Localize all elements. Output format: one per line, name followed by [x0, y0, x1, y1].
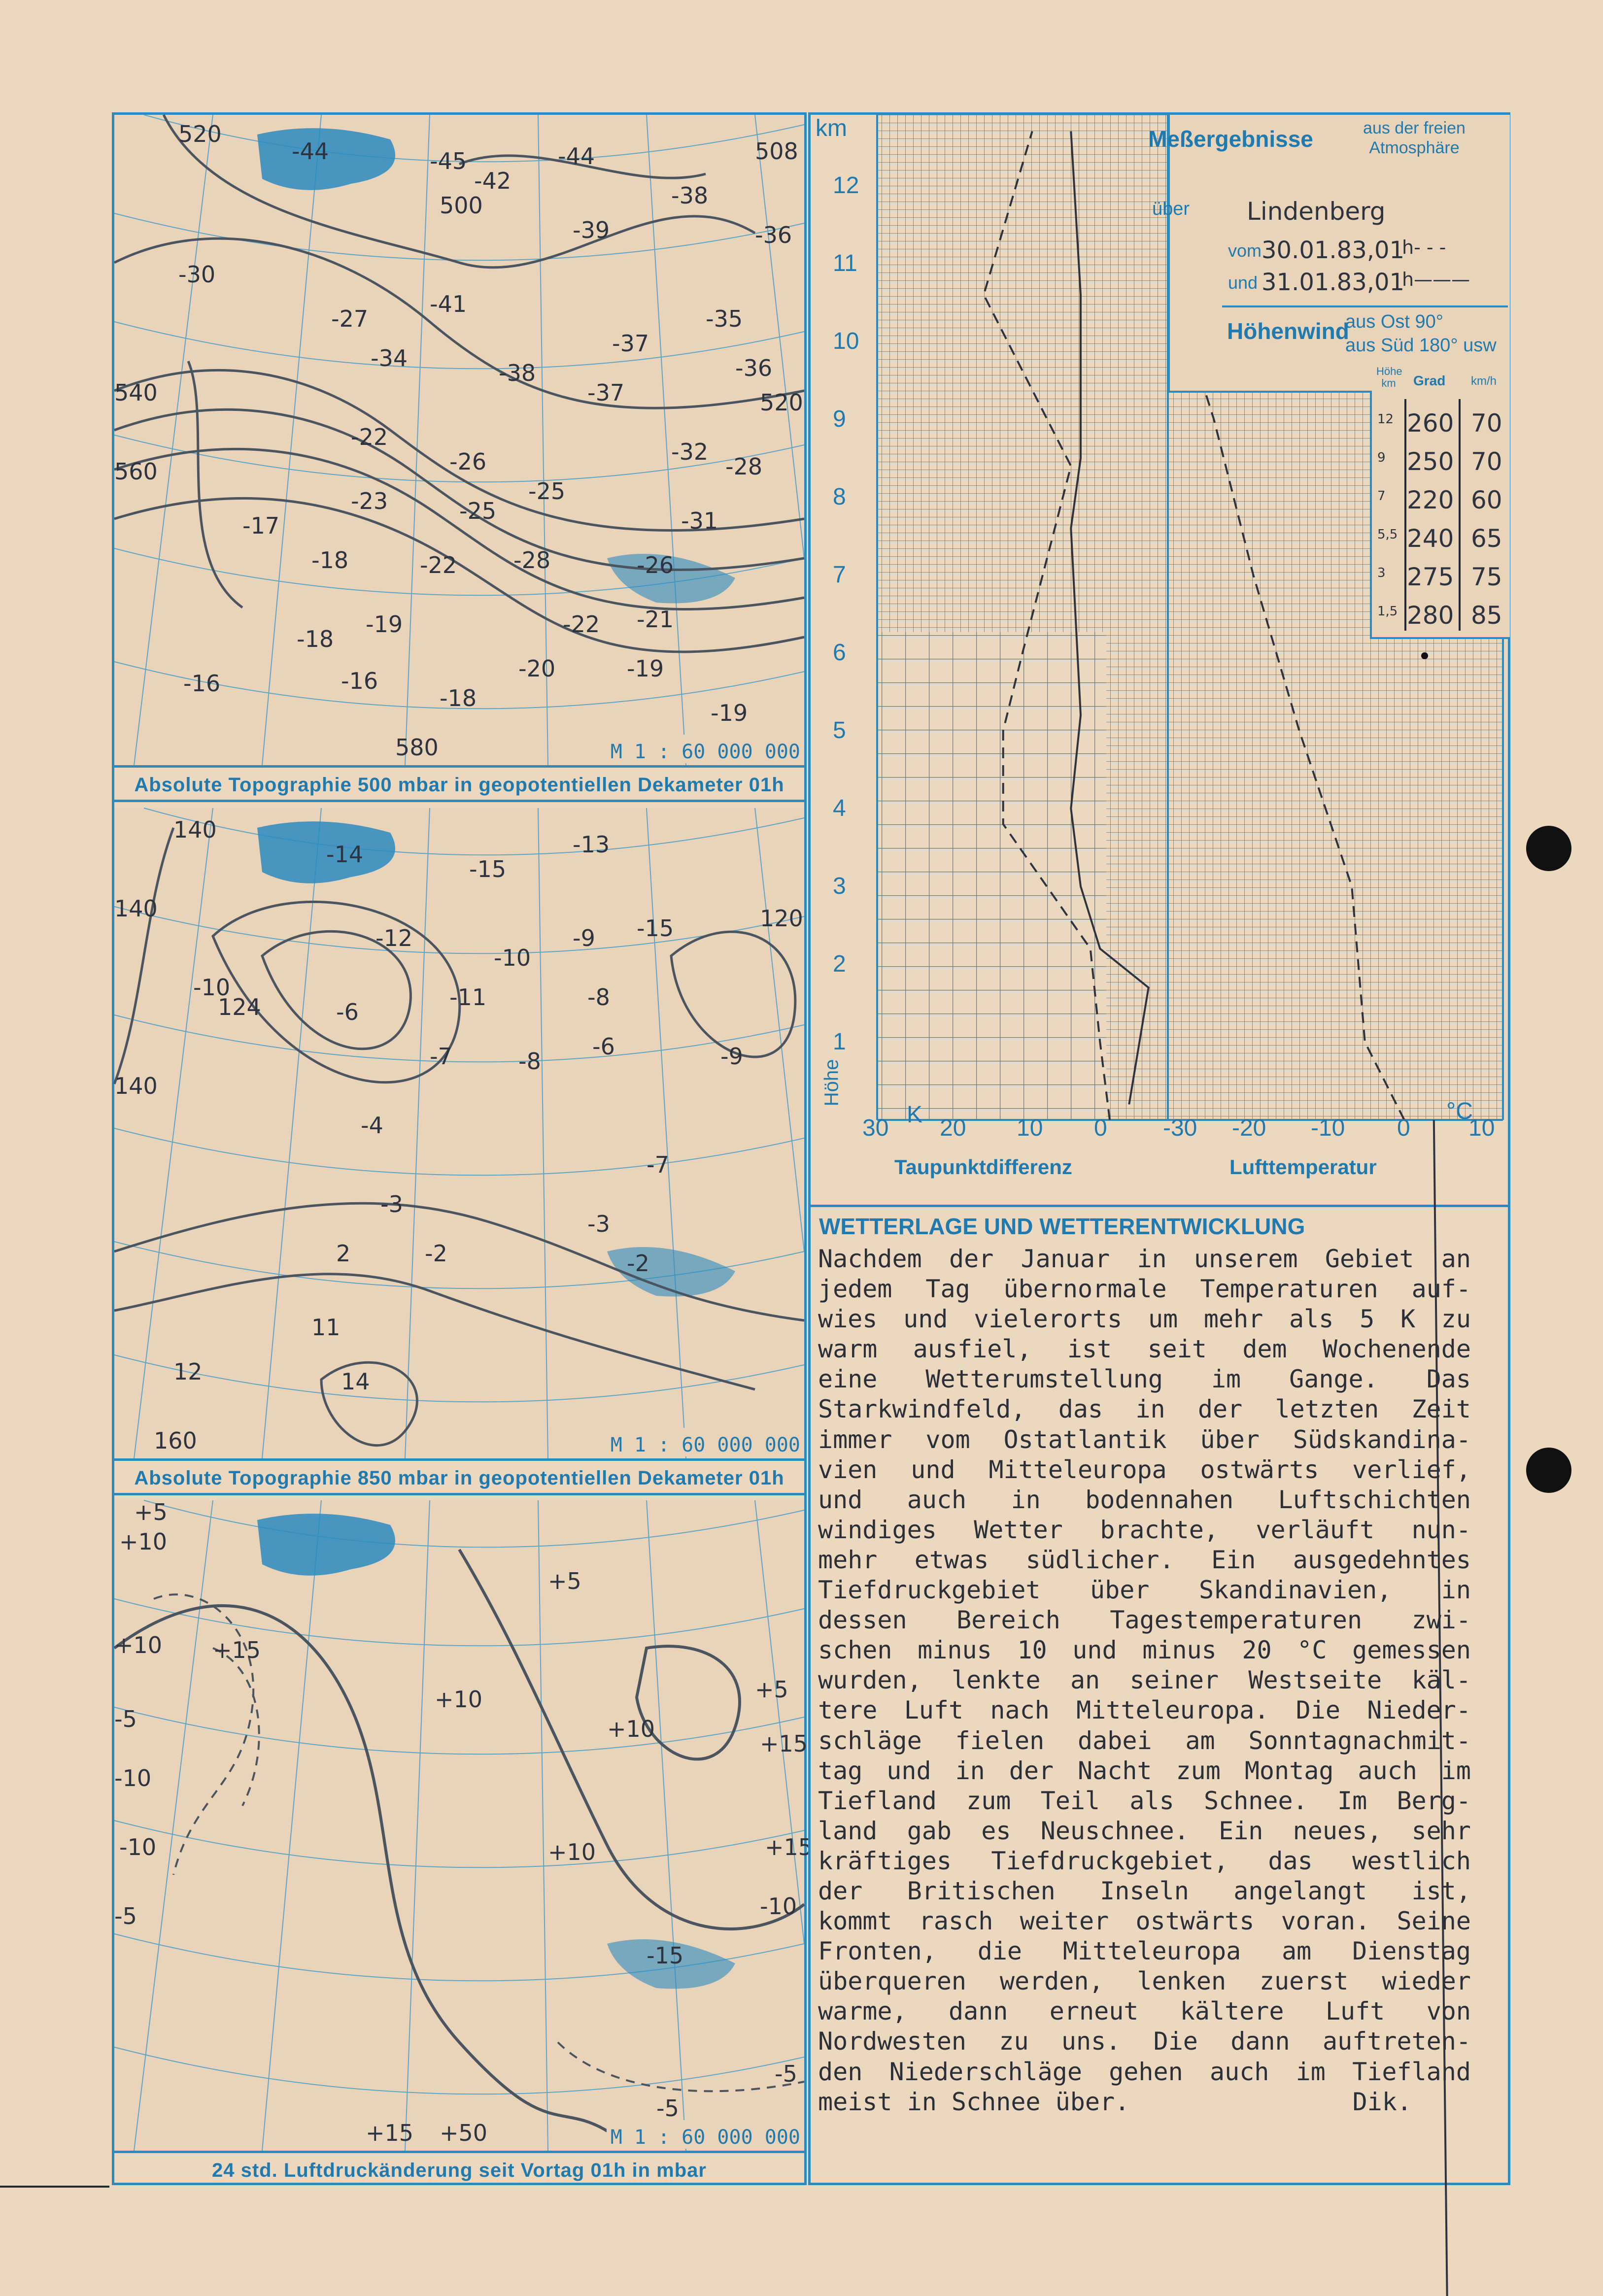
article-line: kommt rasch weiter ostwärts voran. Seine	[818, 1907, 1471, 1936]
x-temp-tick: 0	[1397, 1115, 1410, 1141]
temperature-unit: °C	[1446, 1098, 1473, 1124]
wind-row-kmh: 60	[1471, 486, 1502, 514]
article-signature: Dik.	[1352, 2087, 1412, 2116]
article-line: wurden, lenkte an seiner Westseite käl-	[818, 1666, 1471, 1695]
wind-row-kmh: 85	[1471, 601, 1502, 630]
article-line: kräftiges Tiefdruckgebiet, das westlich	[818, 1846, 1471, 1875]
map-pressure-change-graphic	[114, 1499, 813, 2151]
y-title: Höhe	[820, 1059, 843, 1107]
y-tick: 4	[833, 795, 846, 821]
map1-label: -26	[637, 552, 674, 578]
map3-label: +5	[134, 1499, 168, 1525]
x-dew-tick: 30	[862, 1115, 889, 1141]
map1-label: -19	[711, 700, 748, 726]
map-850mbar	[114, 808, 804, 1458]
station-name: Lindenberg	[1247, 197, 1386, 226]
map3-label: +50	[440, 2120, 488, 2146]
article-line: eine Wetterumstellung im Gange. Das	[818, 1365, 1471, 1394]
article-line: und auch in bodennahen Luftschichten	[818, 1485, 1471, 1514]
article-line: den Niederschläge gehen auch im Tiefland	[818, 2057, 1471, 2086]
map3-label: +10	[114, 1632, 163, 1658]
map3-label: -15	[647, 1942, 684, 1969]
map1-label: 580	[395, 734, 439, 761]
map2-label: 140	[114, 1073, 158, 1099]
y-tick: 12	[833, 172, 859, 199]
map1-label: -22	[351, 424, 388, 450]
article-line: Fronten, die Mitteleuropa am Dienstag	[818, 1937, 1471, 1966]
map1-label: -38	[499, 360, 536, 386]
map3-label: +10	[119, 1528, 168, 1555]
map2-label: 140	[114, 895, 158, 922]
panel-divider	[811, 1205, 1508, 1207]
map3-label: -10	[114, 1765, 152, 1791]
wind-header-height: Höhe km	[1376, 365, 1402, 389]
map2-label: -9	[573, 925, 595, 951]
map1-label: -44	[292, 138, 329, 165]
map3-label: +15	[213, 1637, 261, 1663]
article-last-line	[818, 2087, 1471, 2117]
map3-label: -5	[114, 1706, 137, 1732]
article-line: land gab es Neuschnee. Ein neues, sehr	[818, 1816, 1471, 1845]
wind-row-kmh: 65	[1471, 524, 1502, 553]
map1-label: -31	[681, 507, 718, 534]
map2-label: -8	[587, 984, 610, 1011]
map2-label: -10	[193, 974, 231, 1001]
x-temp-tick: -20	[1232, 1115, 1266, 1141]
map1-label: -28	[725, 453, 763, 480]
article-line: schläge fielen dabei am Sonntagnachmit-	[818, 1726, 1471, 1755]
map1-label: -17	[242, 512, 280, 539]
map1-label: -22	[563, 611, 600, 638]
wind-header-grad: Grad	[1413, 373, 1446, 388]
article-line: dessen Bereich Tagestemperaturen zwi-	[818, 1606, 1471, 1635]
map2-label: -4	[361, 1112, 383, 1139]
map3-label: -10	[760, 1893, 797, 1920]
article-line: überqueren werden, lenken zuerst wieder	[818, 1967, 1471, 1996]
article-line: Nachdem der Januar in unserem Gebiet an	[818, 1245, 1471, 1273]
dewpoint-unit: K	[907, 1102, 923, 1128]
article-line: tag und in der Nacht zum Montag auch im	[818, 1756, 1471, 1785]
article-line: meist in Schnee über.	[818, 2087, 1130, 2116]
temperature-axis-title: Lufttemperatur	[1229, 1155, 1377, 1179]
y-tick: 9	[833, 406, 846, 432]
article-line: Tiefdruckgebiet über Skandinavien, in	[818, 1576, 1471, 1605]
map1-label: 520	[760, 389, 803, 416]
map3-label: -5	[656, 2095, 679, 2122]
map1-label: -27	[331, 305, 369, 332]
article-line: mehr etwas südlicher. Ein ausgedehntes	[818, 1545, 1471, 1574]
map1-label: -36	[735, 355, 773, 381]
map1-caption: Absolute Topographie 500 mbar in geopotentiellen Dekameter 01h	[114, 765, 804, 802]
article-line: Nordwesten zu uns. Die dann auftreten-	[818, 2027, 1471, 2056]
wind-col-line	[1459, 399, 1461, 631]
wind-row-grad: 220	[1407, 486, 1454, 514]
margin-line	[0, 2186, 109, 2188]
map2-label: 2	[336, 1240, 351, 1267]
map3-label: +15	[366, 2120, 414, 2146]
y-tick: 2	[833, 951, 846, 977]
map2-label: -7	[430, 1043, 452, 1070]
date1-value: 30.01.83,01	[1262, 236, 1405, 264]
map3-label: +10	[435, 1686, 483, 1713]
y-unit: km	[816, 115, 847, 141]
map3-label: +15	[765, 1834, 813, 1860]
article-line: schen minus 10 und minus 20 °C gemessen	[818, 1636, 1471, 1665]
map1-label: -23	[351, 488, 388, 514]
map1-label: 508	[755, 138, 798, 165]
wind-header-kmh: km/h	[1471, 374, 1497, 388]
x-temp-tick: -10	[1311, 1115, 1345, 1141]
y-tick: 5	[833, 717, 846, 743]
map2-scale: M 1 : 60 000 000	[607, 1434, 804, 1456]
article-line: jedem Tag übernormale Temperaturen auf-	[818, 1275, 1471, 1304]
date2-prefix: und	[1228, 272, 1258, 293]
map1-label: -19	[366, 611, 403, 638]
map1-label: -34	[371, 345, 408, 371]
wind-row-kmh: 70	[1471, 409, 1502, 438]
wind-row-height: 7	[1377, 489, 1386, 504]
map1-label: -21	[637, 606, 674, 633]
wind-row-grad: 250	[1407, 447, 1454, 476]
x-dew-tick: 10	[1017, 1115, 1043, 1141]
wind-row-grad: 280	[1407, 601, 1454, 630]
map3-scale: M 1 : 60 000 000	[607, 2126, 804, 2149]
article-line: warme, dann erneut kältere Luft von	[818, 1997, 1471, 2026]
map3-label: +5	[548, 1568, 581, 1594]
map1-label: -20	[518, 655, 556, 682]
map1-label: 540	[114, 379, 158, 406]
ueber-label: über	[1152, 199, 1190, 219]
map1-label: -16	[183, 670, 221, 697]
map1-scale: M 1 : 60 000 000	[607, 741, 804, 763]
map2-label: -15	[637, 915, 674, 942]
measurement-subtitle: aus der freien Atmosphäre	[1363, 119, 1466, 157]
map3-label: -5	[114, 1903, 137, 1929]
map1-label: -28	[513, 547, 551, 574]
map1-label: 520	[178, 121, 222, 147]
article-line: vien und Mitteleuropa ostwärts verlief,	[818, 1455, 1471, 1484]
wind-row-grad: 240	[1407, 524, 1454, 553]
map1-label: -22	[420, 552, 457, 578]
article-line: tere Luft nach Mitteleuropa. Die Nieder-	[818, 1696, 1471, 1725]
article-line: windiges Wetter brachte, verläuft nun-	[818, 1515, 1471, 1544]
map1-label: -45	[430, 148, 467, 174]
article-line: Tiefland zum Teil als Schnee. Im Berg-	[818, 1786, 1471, 1815]
map1-label: 500	[440, 192, 483, 219]
map1-label: -35	[706, 305, 743, 332]
punch-hole	[1526, 1448, 1571, 1493]
map3-label: -10	[119, 1834, 157, 1860]
x-dew-tick: 20	[940, 1115, 966, 1141]
map3-label: +10	[607, 1716, 655, 1742]
wind-note-2: aus Süd 180° usw	[1345, 335, 1497, 356]
map1-label: -42	[474, 168, 512, 194]
map2-label: -11	[449, 984, 487, 1011]
article-line: Starkwindfeld, das in der letzten Zeit	[818, 1395, 1471, 1424]
map3-label: +15	[760, 1730, 808, 1757]
map-500mbar	[114, 115, 804, 765]
map-divider	[114, 800, 804, 808]
map1-label: -26	[449, 448, 487, 475]
date1-prefix: vom	[1228, 240, 1262, 261]
map2-label: -2	[425, 1240, 447, 1267]
wind-row-height: 1,5	[1377, 604, 1398, 619]
map2-label: 160	[154, 1427, 197, 1454]
map-500mbar-graphic	[114, 115, 804, 765]
map2-label: -15	[469, 856, 507, 882]
x-dew-tick: 0	[1094, 1115, 1107, 1141]
map2-caption: Absolute Topographie 850 mbar in geopotentiellen Dekameter 01h	[114, 1458, 804, 1495]
map2-label: 120	[760, 905, 803, 932]
map2-label: -3	[380, 1191, 403, 1217]
map3-caption: 24 std. Luftdruckänderung seit Vortag 01h in mbar	[114, 2151, 804, 2188]
article-line: der Britischen Inseln angelangt ist,	[818, 1876, 1471, 1905]
map1-label: 560	[114, 458, 158, 485]
map2-label: -10	[494, 945, 531, 971]
article-line: wies und vielerorts um mehr als 5 K zu	[818, 1305, 1471, 1334]
y-tick: 8	[833, 484, 846, 510]
x-temp-tick: -30	[1163, 1115, 1197, 1141]
map1-label: -44	[558, 143, 595, 169]
map1-label: -37	[612, 330, 649, 357]
map1-label: -32	[671, 439, 709, 465]
wind-row-height: 5,5	[1377, 527, 1398, 542]
y-tick: 7	[833, 562, 846, 588]
y-tick: 10	[833, 328, 859, 354]
y-tick: 11	[833, 250, 857, 276]
map2-label: -2	[627, 1250, 649, 1277]
map2-label: -3	[587, 1211, 610, 1237]
y-tick: 3	[833, 873, 846, 899]
map3-label: -5	[775, 2060, 797, 2087]
map2-label: -9	[720, 1043, 743, 1070]
map1-label: -36	[755, 222, 792, 248]
map2-label: -8	[518, 1048, 541, 1075]
map-850mbar-graphic	[114, 808, 804, 1458]
wind-row-height: 12	[1377, 412, 1394, 427]
wind-row-height: 9	[1377, 450, 1386, 465]
map2-label: -7	[647, 1151, 669, 1178]
map-pressure-change	[114, 1499, 813, 2151]
map1-label: -30	[178, 261, 216, 288]
map1-label: -41	[430, 291, 467, 317]
map2-label: 124	[218, 994, 261, 1020]
map2-label: -12	[375, 925, 413, 951]
wind-title: Höhenwind	[1227, 318, 1349, 344]
y-tick: 1	[833, 1029, 846, 1055]
map2-label: 12	[173, 1358, 203, 1385]
map1-label: -25	[528, 478, 566, 505]
map1-label: -25	[459, 498, 497, 524]
punch-hole	[1526, 826, 1571, 871]
map1-label: -39	[573, 217, 610, 243]
dewpoint-axis-title: Taupunktdifferenz	[894, 1155, 1072, 1179]
wind-row-height: 3	[1377, 566, 1386, 580]
article-line: immer vom Ostatlantik über Südskandina-	[818, 1425, 1471, 1454]
measurement-title: Meßergebnisse	[1148, 126, 1313, 152]
info-divider	[1222, 305, 1508, 307]
date1-suffix: h- - -	[1402, 236, 1446, 258]
wind-row-kmh: 70	[1471, 447, 1502, 476]
map2-label: -14	[326, 841, 364, 868]
map2-label: 14	[341, 1368, 370, 1395]
article-body	[818, 1244, 1471, 2117]
date2-suffix: h———	[1402, 269, 1470, 290]
x-temp-tick: 10	[1468, 1115, 1495, 1141]
map2-label: 11	[311, 1314, 341, 1341]
article-line: warm ausfiel, ist seit dem Wochenende	[818, 1335, 1471, 1364]
map2-label: -6	[592, 1033, 615, 1060]
map1-label: -16	[341, 668, 378, 694]
wind-row-kmh: 75	[1471, 563, 1502, 591]
wind-row-grad: 275	[1407, 563, 1454, 591]
map3-label: +5	[755, 1676, 788, 1703]
map1-label: -19	[627, 655, 664, 682]
map2-label: -13	[573, 831, 610, 858]
map2-label: -6	[336, 999, 359, 1025]
wind-note-1: aus Ost 90°	[1345, 311, 1443, 332]
map2-label: 140	[173, 816, 217, 843]
map1-label: -18	[311, 547, 349, 574]
map1-label: -18	[440, 685, 477, 711]
wind-row-grad: 260	[1407, 409, 1454, 438]
ink-dot	[1421, 652, 1428, 659]
wind-col-line	[1404, 399, 1406, 631]
map1-label: -18	[297, 626, 334, 652]
map3-label: +10	[548, 1839, 596, 1865]
date2-value: 31.01.83,01	[1262, 269, 1405, 296]
article-heading: WETTERLAGE UND WETTERENTWICKLUNG	[819, 1214, 1305, 1239]
y-tick: 6	[833, 640, 846, 666]
map1-label: -38	[671, 182, 709, 209]
map1-label: -37	[587, 379, 625, 406]
